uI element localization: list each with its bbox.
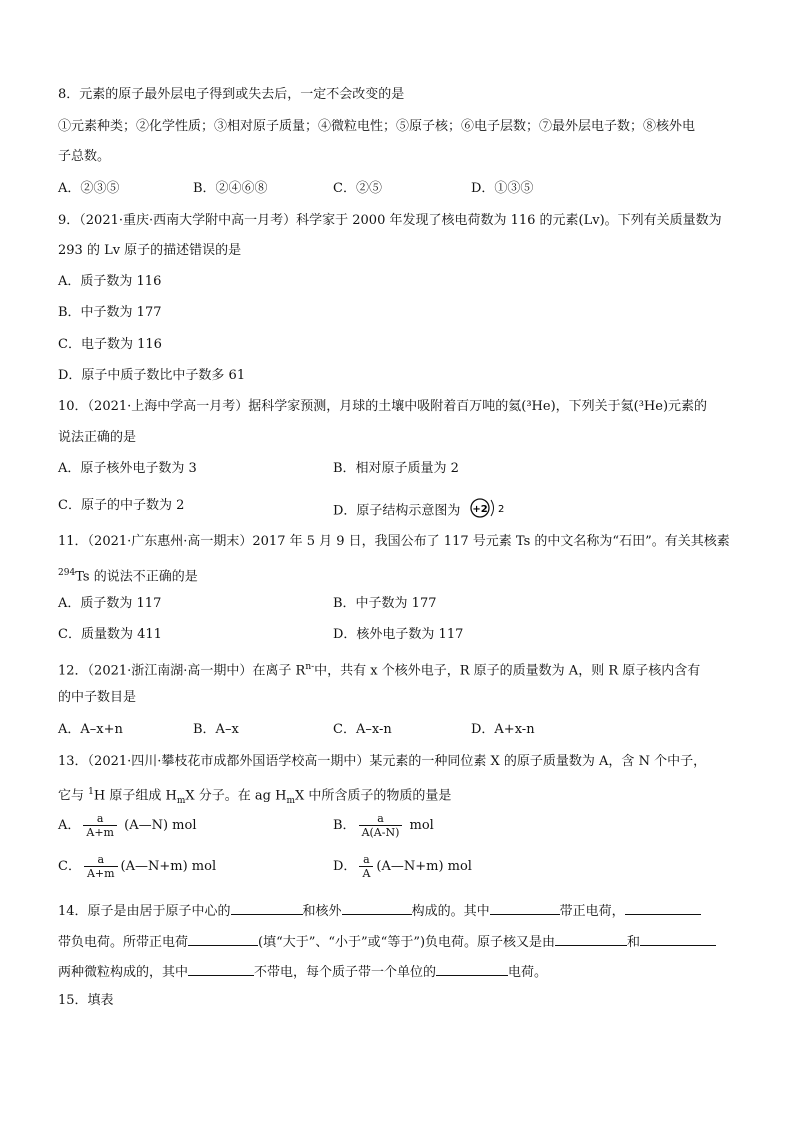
q8-items-line2: 子总数。 (58, 149, 111, 164)
fraction-denominator: A+m (84, 866, 118, 880)
q13-option-d (333, 853, 472, 880)
q13-option-c-label: C． (58, 859, 81, 874)
q13-line2-d: X 中所含质子的物质的量是 (294, 788, 452, 804)
q15-stem: 15．填表 (58, 993, 114, 1008)
q13-option-c-tail: (A—N+m) mol (120, 859, 217, 874)
q13-line1: 13．（2021·四川·攀枝花市成都外国语学校高一期中）某元素的一种同位素 X 的原子质量数为 A，含 N 个中子， (58, 754, 707, 769)
q12-option-b: B．A–x (193, 722, 239, 737)
blank-nucleus[interactable] (231, 900, 303, 915)
q8-option-a: A．②③⑤ (58, 181, 120, 196)
fraction-numerator: a (96, 812, 104, 825)
q12-line1 (58, 658, 700, 680)
q14-line3 (58, 961, 547, 982)
q8-option-c: C．②⑤ (333, 181, 382, 196)
q14-text-9: 不带电，每个质子带一个单位的 (254, 965, 437, 980)
q13-option-a-tail: (A—N) mol (124, 818, 197, 833)
q13-line2-a: 它与 (58, 788, 89, 804)
q14-text-7: 和 (627, 935, 641, 950)
q11-option-d: D．核外电子数为 117 (333, 627, 464, 642)
blank-particle-2[interactable] (640, 931, 716, 946)
q13-option-b-label: B． (333, 818, 356, 833)
diagram-nucleus-label: +2 (471, 504, 488, 515)
q11-line2 (58, 564, 198, 586)
q10-option-d (333, 497, 505, 525)
q11-mass-number: 294 (58, 568, 76, 578)
fraction-numerator: a (97, 853, 105, 866)
q11-option-c: C．质量数为 411 (58, 627, 162, 642)
q14-line1 (58, 900, 701, 921)
q8-stem: 8．元素的原子最外层电子得到或失去后，一定不会改变的是 (58, 87, 405, 102)
q13-option-b-fraction (359, 812, 403, 839)
q9-line2: 293 的 Lv 原子的描述错误的是 (58, 243, 242, 258)
q10-line1: 10．（2021·上海中学高一月考）据科学家预测，月球的土壤中吸附着百万吨的氦(³He)，下列关于氦(³He)元素的 (58, 399, 708, 414)
q13-option-c (58, 853, 216, 880)
q14-text-4: 带正电荷， (559, 904, 625, 919)
q9-line1: 9．（2021·重庆·西南大学附中高一月考）科学家于 2000 年发现了核电荷数为 116 的元素(Lv)。下列有关质量数为 (58, 213, 722, 228)
q12-line2: 的中子数目是 (58, 690, 137, 705)
fraction-denominator: A (359, 866, 373, 880)
q13-option-d-label: D． (333, 859, 357, 874)
q14-text-10: 电荷。 (508, 965, 548, 980)
q14-text-5: 带负电荷。所带正电荷 (58, 935, 189, 950)
q13-option-d-tail: (A—N+m) mol (376, 859, 472, 874)
q14-text-2: 和核外 (302, 904, 342, 919)
fraction-denominator: A(A-N) (359, 825, 403, 839)
q14-text-6: (填“大于”、“小于”或“等于”)负电荷。原子核又是由 (258, 935, 556, 950)
q13-sub-m2: m (286, 795, 295, 806)
q13-option-a (58, 812, 196, 839)
atom-structure-diagram (469, 497, 505, 525)
q10-option-b: B．相对原子质量为 2 (333, 461, 459, 476)
blank-compare[interactable] (188, 931, 258, 946)
blank-positive[interactable] (490, 900, 560, 915)
q13-line2-c: X 分子。在 ag H (185, 788, 287, 804)
q11-option-a: A．质子数为 117 (58, 596, 162, 611)
q14-line2 (58, 931, 716, 952)
diagram-shell-label: 2 (497, 504, 504, 515)
q13-option-c-fraction (84, 853, 118, 880)
q13-option-d-fraction (359, 853, 373, 880)
q10-option-c: C．原子的中子数为 2 (58, 498, 185, 513)
fraction-numerator: a (363, 853, 370, 866)
q12-line1-b: 中，共有 x 个核外电子，R 原子的质量数为 A，则 R 原子核内含有 (314, 663, 701, 679)
q13-option-b-tail: mol (409, 818, 434, 833)
q8-option-d: D．①③⑤ (471, 181, 534, 196)
q12-option-a: A．A–x+n (58, 722, 123, 737)
q13-line2-b: H 原子组成 H (93, 788, 177, 804)
q11-line2-text: Ts 的说法不正确的是 (75, 569, 198, 585)
q11-line1: 11．（2021·广东惠州·高一期末）2017 年 5 月 9 日，我国公布了 117 号元素 Ts 的中文名称为“石田”。有关其核素 (58, 534, 730, 549)
q14-text-1: 14．原子是由居于原子中心的 (58, 904, 231, 919)
blank-charge[interactable] (436, 961, 508, 976)
q13-line2 (58, 783, 451, 810)
q13-h-mass: 1 (88, 787, 94, 797)
q9-option-c: C．电子数为 116 (58, 337, 162, 352)
q12-line1-a: 12．（2021·浙江南湖·高一期中）在离子 R (58, 663, 306, 679)
q8-option-b: B．②④⑥⑧ (193, 181, 268, 196)
q13-sub-m: m (176, 795, 186, 806)
fraction-numerator: a (377, 812, 384, 825)
q10-line2: 说法正确的是 (58, 430, 137, 445)
blank-negative[interactable] (625, 900, 701, 915)
q9-option-a: A．质子数为 116 (58, 274, 162, 289)
q13-option-a-fraction (83, 812, 117, 839)
q13-option-b (333, 812, 434, 839)
q8-items-line1: ①元素种类；②化学性质；③相对原子质量；④微粒电性；⑤原子核；⑥电子层数；⑦最外层电子数；⑧核外电 (58, 119, 696, 134)
q10-option-a: A．原子核外电子数为 3 (58, 461, 197, 476)
q10-option-d-label: D．原子结构示意图为 (333, 503, 461, 519)
q9-option-b: B．中子数为 177 (58, 305, 162, 320)
q11-option-b: B．中子数为 177 (333, 596, 437, 611)
blank-neutral[interactable] (188, 961, 254, 976)
blank-electrons[interactable] (342, 900, 412, 915)
q13-option-a-label: A． (58, 818, 81, 833)
q12-option-c: C．A–x-n (333, 722, 392, 737)
fraction-denominator: A+m (83, 825, 117, 839)
q9-option-d: D．原子中质子数比中子数多 61 (58, 368, 246, 383)
q12-charge: n- (305, 662, 315, 672)
q12-option-d: D．A+x-n (471, 722, 535, 737)
q14-text-3: 构成的。其中 (411, 904, 490, 919)
q14-text-8: 两种微粒构成的，其中 (58, 965, 189, 980)
blank-particle-1[interactable] (555, 931, 627, 946)
